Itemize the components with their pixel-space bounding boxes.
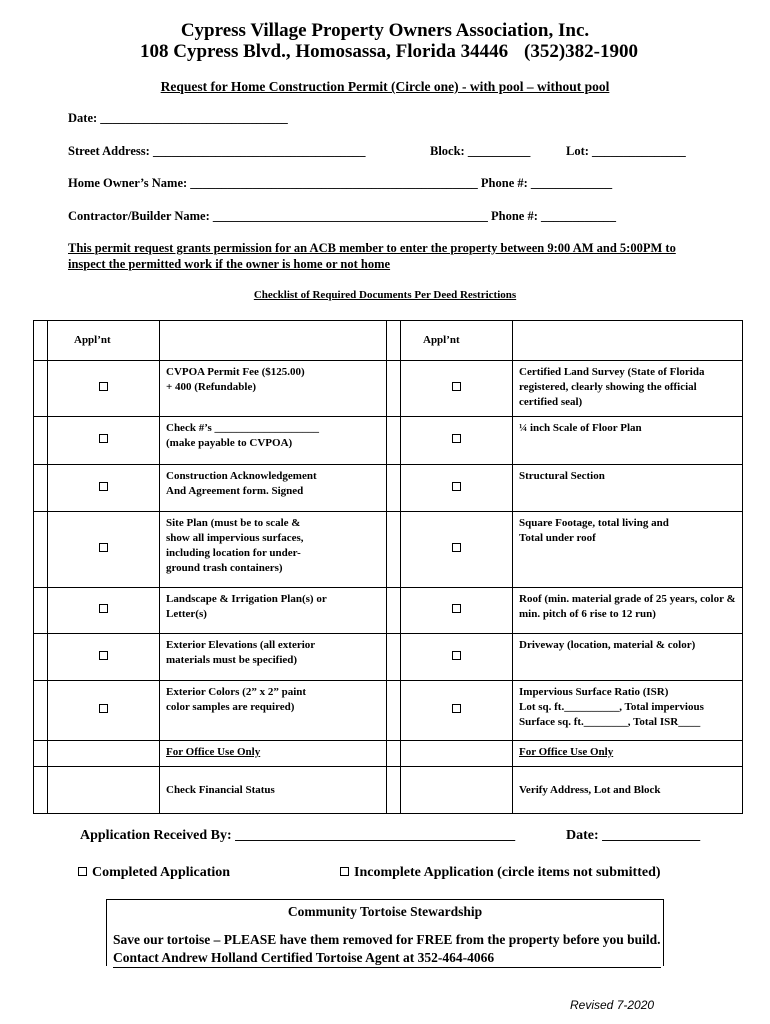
item-right: Roof (min. material grade of 25 years, color & min. pitch of 6 rise to 12 run) <box>513 588 743 634</box>
check-financial-status: Check Financial Status <box>160 767 387 814</box>
item-right: Driveway (location, material & color) <box>513 634 743 681</box>
checkbox[interactable] <box>452 651 461 660</box>
revised-date: Revised 7-2020 <box>570 998 655 1012</box>
item-left: Site Plan (must be to scale & show all impervious surfaces, including location for under- ground trash containers) <box>160 512 387 588</box>
table-row <box>34 465 743 512</box>
org-address-line <box>140 41 638 63</box>
tortoise-title: Community Tortoise Stewardship <box>287 904 483 919</box>
block-field[interactable]: Block: __________ <box>430 144 531 158</box>
item-right: Certified Land Survey (State of Florida registered, clearly showing the official certified seal) <box>513 361 743 417</box>
tortoise-box <box>106 899 664 966</box>
applicant-header-right: Appl’nt <box>401 321 513 361</box>
checkbox[interactable] <box>452 434 461 443</box>
checkbox[interactable] <box>452 704 461 713</box>
table-row <box>34 681 743 741</box>
item-right: Structural Section <box>513 465 743 512</box>
lot-field[interactable]: Lot: _______________ <box>566 144 686 158</box>
inspection-notice: This permit request grants permission for an ACB member to enter the property between 9:00 AM and 5:00PM to inspect the permitted work if the owner is home or not home <box>68 241 676 271</box>
item-right: ¼ inch Scale of Floor Plan <box>513 417 743 465</box>
contractor-field[interactable]: Contractor/Builder Name: ____________________________________________ Phone #: ____________ <box>68 209 617 223</box>
incomplete-checkbox[interactable] <box>340 867 349 876</box>
date-field[interactable]: Date: ______________________________ <box>68 111 288 125</box>
item-left: Exterior Colors (2” x 2” paint color samples are required) <box>160 681 387 741</box>
application-received-by[interactable]: Application Received By: ________________________________________ <box>80 828 516 843</box>
org-phone: (352)382-1900 <box>524 41 638 62</box>
item-left: Construction Acknowledgement And Agreement form. Signed <box>160 465 387 512</box>
checkbox[interactable] <box>452 482 461 491</box>
tortoise-text: Save our tortoise – PLEASE have them removed for FREE from the property before you build. Contact Andrew Holland Certified Tortoise Agent at 352-464-4066 <box>113 931 661 968</box>
checklist-table <box>33 320 743 814</box>
verify-address: Verify Address, Lot and Block <box>513 767 743 814</box>
item-left: Landscape & Irrigation Plan(s) or Letter(s) <box>160 588 387 634</box>
checkbox[interactable] <box>99 382 108 391</box>
applicant-header-left: Appl’nt <box>48 321 160 361</box>
table-row <box>34 634 743 681</box>
office-use-right: For Office Use Only <box>513 741 743 767</box>
home-owner-field[interactable]: Home Owner’s Name: ______________________________________________ Phone #: _____________ <box>68 176 613 190</box>
checkbox[interactable] <box>99 651 108 660</box>
item-right: Square Footage, total living and Total under roof <box>513 512 743 588</box>
checkbox[interactable] <box>99 604 108 613</box>
checkbox[interactable] <box>452 382 461 391</box>
checkbox[interactable] <box>99 434 108 443</box>
office-check-row <box>34 767 743 814</box>
received-date[interactable]: Date: ______________ <box>566 828 701 843</box>
org-address: 108 Cypress Blvd., Homosassa, Florida 34446 <box>140 41 509 62</box>
checkbox[interactable] <box>99 482 108 491</box>
checkbox[interactable] <box>99 704 108 713</box>
item-right: Impervious Surface Ratio (ISR) Lot sq. ft.__________, Total impervious Surface sq. ft.________, Total ISR____ <box>513 681 743 741</box>
office-use-left: For Office Use Only <box>160 741 387 767</box>
completed-checkbox[interactable] <box>78 867 87 876</box>
checkbox[interactable] <box>452 543 461 552</box>
request-title: Request for Home Construction Permit (Circle one) - with pool – without pool <box>160 79 610 94</box>
table-row <box>34 417 743 465</box>
table-row <box>34 588 743 634</box>
completed-application: Completed Application <box>78 865 230 881</box>
item-left: CVPOA Permit Fee ($125.00) + 400 (Refundable) <box>160 361 387 417</box>
checkbox[interactable] <box>452 604 461 613</box>
street-address-field[interactable]: Street Address: __________________________________ <box>68 144 366 158</box>
incomplete-application: Incomplete Application (circle items not submitted) <box>340 865 661 881</box>
checklist-title: Checklist of Required Documents Per Deed Restrictions <box>253 289 517 301</box>
item-left: Check #’s ___________________ (make payable to CVPOA) <box>160 417 387 465</box>
table-row <box>34 512 743 588</box>
checkbox[interactable] <box>99 543 108 552</box>
table-header-row <box>34 321 743 361</box>
office-use-row <box>34 741 743 767</box>
table-row <box>34 361 743 417</box>
org-name: Cypress Village Property Owners Association, Inc. <box>180 20 590 41</box>
item-left: Exterior Elevations (all exterior materials must be specified) <box>160 634 387 681</box>
